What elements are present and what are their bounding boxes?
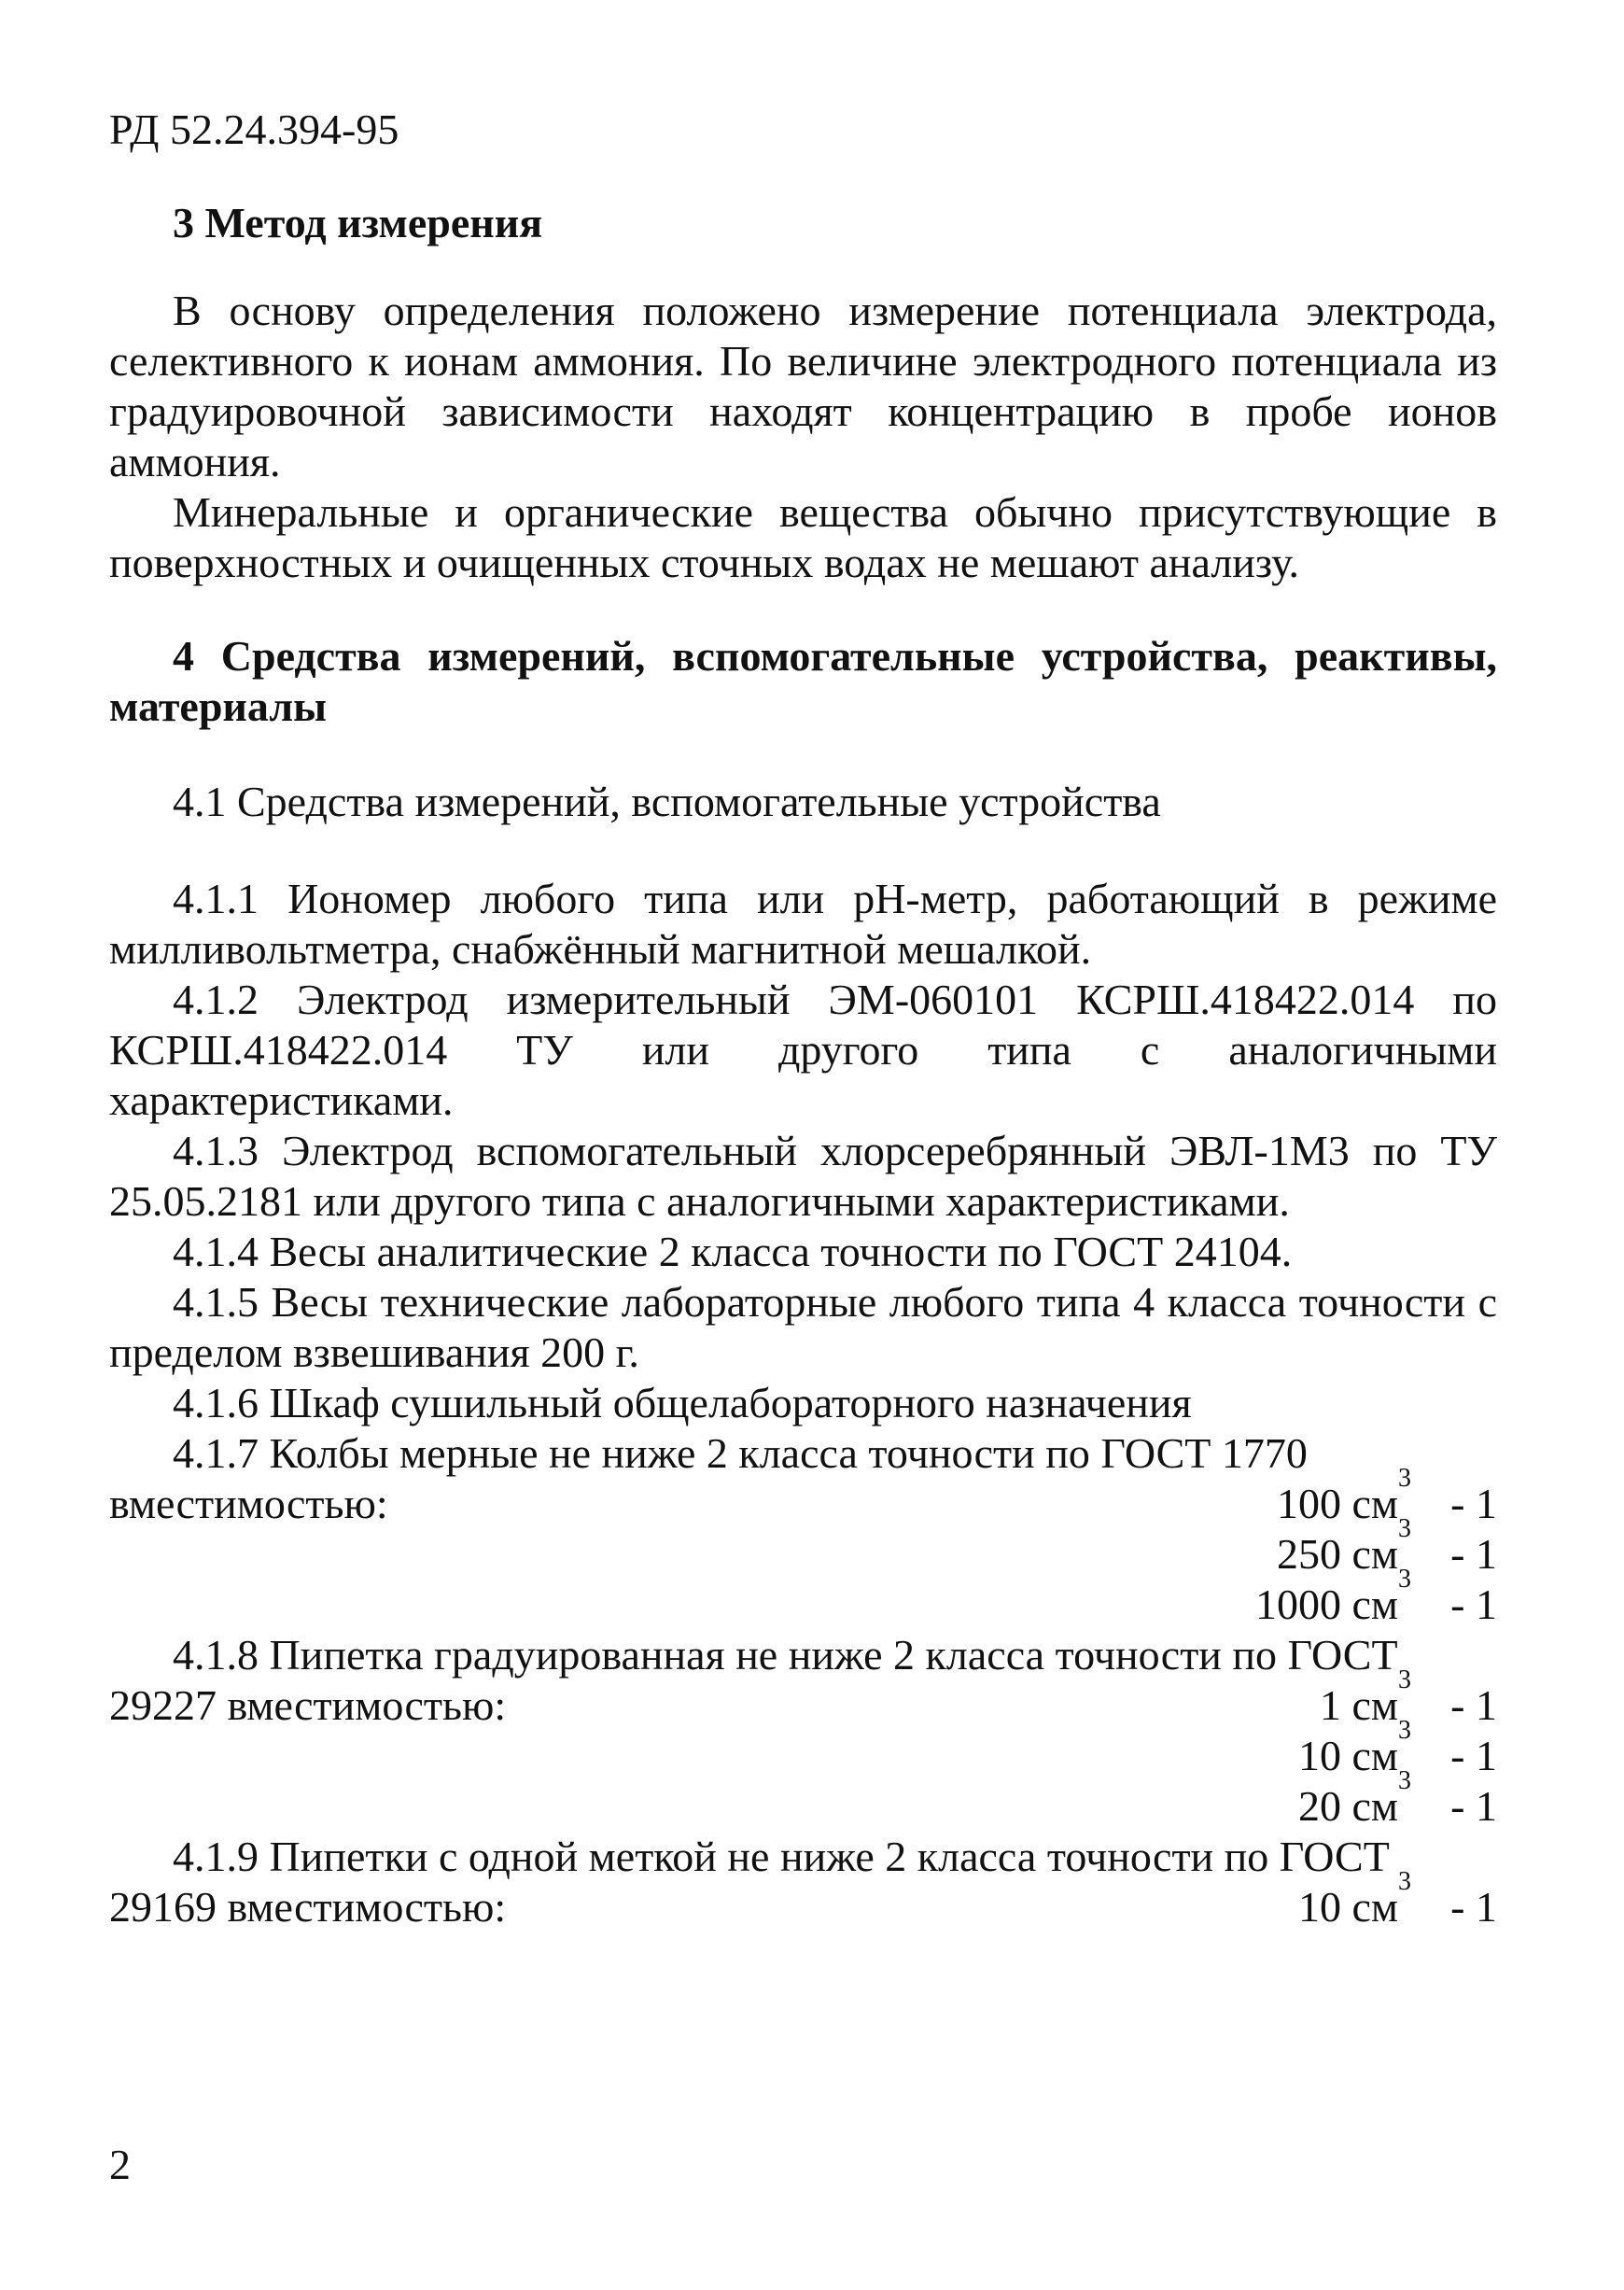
section-3-heading: 3 Метод измерения [173,199,543,246]
page-number: 2 [109,2141,131,2188]
volume-unit-superscript: 3 [1398,1716,1411,1745]
item-4-1-8-volume-row [109,1665,1497,1731]
document-code: РД 52.24.394-95 [109,105,399,153]
volume-count: - 1 [1450,1883,1497,1931]
volume-entry [1297,1766,1497,1832]
item-4-1-3: 4.1.3 Электрод вспомогательный хлорсеребрянный ЭВЛ-1М3 по ТУ 25.05.2181 или другого типа с аналогичными характеристиками. [109,1127,1497,1225]
volume-unit: см [1351,1883,1398,1931]
volume-value: 1000 [1254,1581,1341,1628]
subsection-4-1-title: 4.1 Средства измерений, вспомогательные устройства [173,778,1161,825]
item-4-1-8-volume-row [109,1766,1497,1832]
volume-count: - 1 [1450,1681,1497,1729]
volume-unit-superscript: 3 [1398,1514,1411,1543]
volume-unit: см [1351,1480,1398,1527]
item-4-1-7-volume-row [109,1514,1497,1580]
volume-unit: см [1351,1681,1398,1729]
volume-entry [1297,1867,1497,1932]
volume-unit: см [1351,1732,1398,1779]
item-4-1-7-label: вместимостью: [109,1480,388,1527]
volume-value: 20 [1297,1782,1341,1830]
item-4-1-6: 4.1.6 Шкаф сушильный общелабораторного назначения [173,1379,1192,1426]
volume-value: 250 [1276,1530,1341,1578]
volume-count: - 1 [1450,1782,1497,1830]
volume-unit: см [1351,1782,1398,1830]
volume-unit: см [1351,1581,1398,1628]
volume-unit: см [1351,1530,1398,1578]
volume-count: - 1 [1450,1530,1497,1578]
item-4-1-2: 4.1.2 Электрод измерительный ЭМ-060101 КСРШ.418422.014 по КСРШ.418422.014 ТУ или другого типа с аналогичными характеристиками. [109,976,1497,1124]
volume-count: - 1 [1450,1732,1497,1779]
volume-value: 100 [1276,1480,1341,1527]
section-3-paragraph-2: Минеральные и органические вещества обычно присутствующие в поверхностных и очищенных сточных водах не мешают анализу. [109,488,1497,586]
item-4-1-8: 4.1.8 Пипетка градуированная не ниже 2 класса точности по ГОСТ [173,1631,1398,1679]
volume-entry [1276,1514,1497,1580]
section-4-heading: 4 Средства измерений, вспомогательные устройства, реактивы, материалы [109,632,1497,730]
item-4-1-9-volume-row [109,1867,1497,1932]
volume-count: - 1 [1450,1581,1497,1628]
item-4-1-8-label: 29227 вместимостью: [109,1681,507,1729]
item-4-1-7-volume-row [109,1464,1497,1529]
volume-unit-superscript: 3 [1398,1867,1411,1896]
page-content [109,198,1497,1932]
volume-unit-superscript: 3 [1398,1665,1411,1694]
volume-unit-superscript: 3 [1398,1766,1411,1795]
section-3-paragraph-1: В основу определения положено измерение потенциала электрода, селективного к ионам аммония. По величине электродного потенциала из градуировочной зависимости находят концентрацию в пробе ионов аммония. [109,287,1497,485]
item-4-1-4: 4.1.4 Весы аналитические 2 класса точности по ГОСТ 24104. [173,1228,1293,1275]
volume-entry [1276,1464,1497,1529]
volume-count: - 1 [1450,1480,1497,1527]
volume-entry [1254,1565,1497,1630]
item-4-1-9-label: 29169 вместимостью: [109,1883,507,1931]
volume-value: 1 [1319,1681,1341,1729]
volume-value: 10 [1297,1883,1341,1931]
item-4-1-7: 4.1.7 Колбы мерные не ниже 2 класса точности по ГОСТ 1770 [173,1429,1308,1477]
item-4-1-1: 4.1.1 Иономер любого типа или pH-метр, работающий в режиме милливольтметра, снабжённый магнитной мешалкой. [109,875,1497,973]
item-4-1-5: 4.1.5 Весы технические лабораторные любого типа 4 класса точности с пределом взвешивания 200 г. [109,1278,1497,1376]
item-4-1-8-volume-row [109,1716,1497,1781]
volume-unit-superscript: 3 [1398,1565,1411,1594]
volume-value: 10 [1297,1732,1341,1779]
item-4-1-9: 4.1.9 Пипетки с одной меткой не ниже 2 класса точности по ГОСТ [173,1833,1390,1880]
volume-unit-superscript: 3 [1398,1464,1411,1493]
item-4-1-7-volume-row [109,1565,1497,1630]
